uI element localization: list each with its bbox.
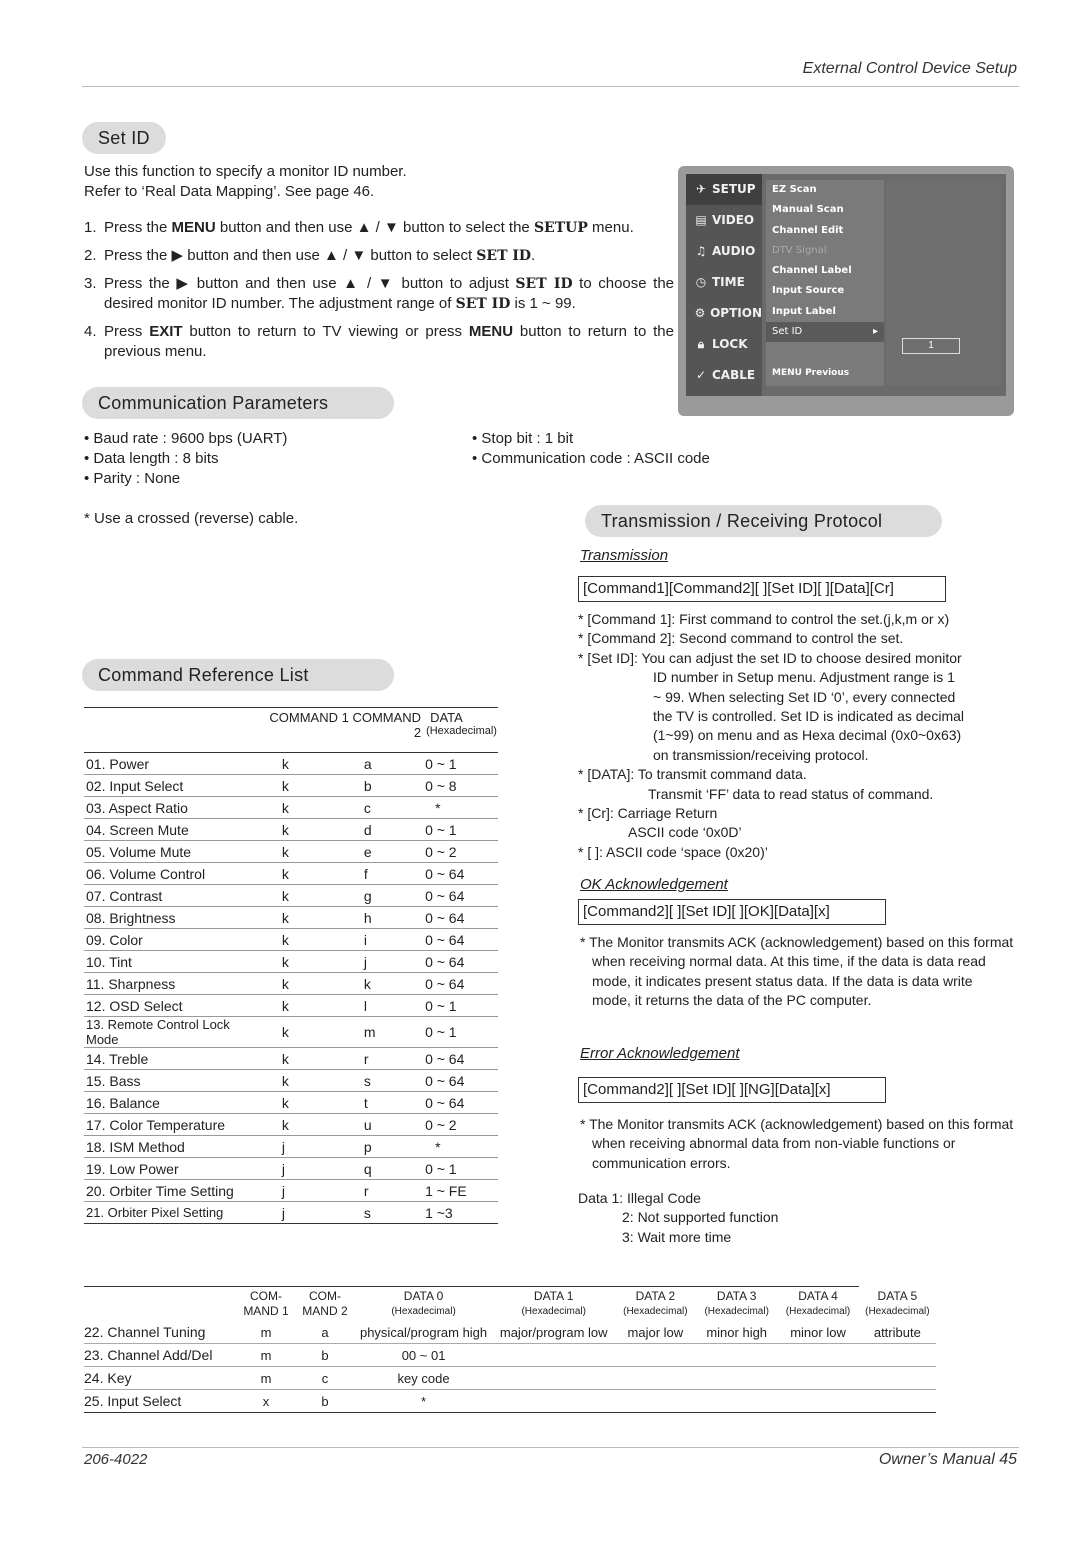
table-row: 04. Screen Mute k d 0 ~ 1 xyxy=(84,819,498,841)
col-header: DATA 4 (Hexadecimal) xyxy=(777,1287,858,1322)
clock-icon: ◷ xyxy=(695,275,707,289)
menu-cat-lock[interactable]: 🔒︎ LOCK xyxy=(686,329,762,360)
protocol-notes: * [Command 1]: First command to control the set.(j,k,m or x) * [Command 2]: Second command to control the set. * [Set ID]: You can adjust the set ID to choose desired monitor ID number in Setup menu. Adjustment range is 1 ~ 99. When selecting Set ID ‘0’, every connected the TV is controlled. Set ID is indicated as decimal (1~99) on menu and as Hexa decimal (0x0~0x63) on transmission/receiving protocol. * [DATA]: To transmit command data. Transmit ‘FF’ data to read status of command. * [Cr]: Carriage Return ASCII code ‘0x0D’ * [ ]: ASCII code ‘space (0x20)’ xyxy=(578,610,1018,862)
footer-divider xyxy=(82,1447,1019,1448)
param-stop-bit: • Stop bit : 1 bit xyxy=(472,430,574,447)
step-text: Press the ▶ button and then use ▲ / ▼ button to select SET ID. xyxy=(104,247,536,264)
ok-ack-note: * The Monitor transmits ACK (acknowledgement) based on this format when receiving normal data. At this time, if the data is data read mode, it indicates present status data. If the data is data write mode, it returns the data of the PC computer. xyxy=(580,934,1014,1009)
intro-line-1: Use this function to specify a monitor ID number. xyxy=(84,163,407,180)
step-text: Press the MENU button and then use ▲ / ▼ button to select the SETUP menu. xyxy=(104,219,634,236)
note-command2: * [Command 2]: Second command to control the set. xyxy=(578,630,904,647)
table-header-row xyxy=(84,1287,936,1322)
header-divider xyxy=(82,86,1019,87)
set-id-steps xyxy=(84,218,674,370)
set-id-value[interactable]: 1 xyxy=(902,338,960,354)
table-row: 11. Sharpness k k 0 ~ 64 xyxy=(84,973,498,995)
col-header: COM- MAND 2 xyxy=(295,1287,354,1322)
menu-cat-option[interactable]: ⚙ OPTION xyxy=(686,298,762,329)
step-number: 1. xyxy=(84,219,97,236)
wrench-icon: ⚙ xyxy=(694,306,706,320)
param-parity: • Parity : None xyxy=(84,470,181,487)
note-set-id: * [Set ID]: You can adjust the set ID to choose desired monitor xyxy=(578,649,962,666)
lock-icon: 🔒︎ xyxy=(697,337,705,351)
table-row: 24. Key m c key code xyxy=(84,1367,936,1390)
menu-item-input-source[interactable]: Input Source xyxy=(772,285,845,297)
menu-cat-cable[interactable]: ✓ CABLE xyxy=(686,360,762,391)
step-4 xyxy=(84,322,674,362)
satellite-icon: ✈ xyxy=(695,182,707,196)
menu-item-set-id[interactable]: Set ID ▸ xyxy=(766,322,884,342)
col-header: DATA 5 (Hexadecimal) xyxy=(865,1288,930,1317)
table-row: 22. Channel Tuning m a physical/program high major/program low major low minor high minor low attribute xyxy=(84,1321,936,1344)
note-space: * [ ]: ASCII code ‘space (0x20)’ xyxy=(578,843,768,860)
table-row: 17. Color Temperature k u 0 ~ 2 xyxy=(84,1114,498,1136)
col-header: DATA 2 (Hexadecimal) xyxy=(615,1287,696,1322)
set-id-heading: Set ID xyxy=(82,122,166,154)
menu-cat-setup[interactable]: ✈ SETUP xyxy=(686,174,762,205)
menu-previous-label[interactable]: MENU Previous xyxy=(772,368,850,378)
table-row: 25. Input Select x b * xyxy=(84,1390,936,1413)
screen-icon: ▤ xyxy=(695,213,707,227)
table-row: 09. Color k i 0 ~ 64 xyxy=(84,929,498,951)
table-row: 23. Channel Add/Del m b 00 ~ 01 xyxy=(84,1344,936,1367)
step-number: 3. xyxy=(84,275,97,292)
protocol-heading: Transmission / Receiving Protocol xyxy=(585,505,942,537)
menu-value-panel xyxy=(886,180,1002,386)
table-row: 07. Contrast k g 0 ~ 64 xyxy=(84,885,498,907)
doc-number: 206-4022 xyxy=(84,1451,148,1468)
error-ack-note: * The Monitor transmits ACK (acknowledgement) based on this format when receiving abnormal data from non-viable functions or communication errors. xyxy=(580,1116,1014,1171)
step-3 xyxy=(84,274,674,314)
table-row: 03. Aspect Ratio k c * xyxy=(84,797,498,819)
table-row: 15. Bass k s 0 ~ 64 xyxy=(84,1070,498,1092)
table-row: 05. Volume Mute k e 0 ~ 2 xyxy=(84,841,498,863)
table-header-row xyxy=(84,708,498,753)
ok-ack-label: OK Acknowledgement xyxy=(580,876,728,893)
table-row: 10. Tint k j 0 ~ 64 xyxy=(84,951,498,973)
table-row: 12. OSD Select k l 0 ~ 1 xyxy=(84,995,498,1017)
menu-cat-video[interactable]: ▤ VIDEO xyxy=(686,205,762,236)
step-1 xyxy=(84,218,674,238)
table-row: 13. Remote Control Lock Mode k m 0 ~ 1 xyxy=(84,1017,498,1048)
tv-setup-menu xyxy=(678,166,1014,416)
command-reference-table xyxy=(84,707,498,1224)
step-text: Press EXIT button to return to TV viewing or press MENU button to return to the previous menu. xyxy=(104,323,674,360)
menu-item-channel-edit[interactable]: Channel Edit xyxy=(772,224,844,236)
table-row: 19. Low Power j q 0 ~ 1 xyxy=(84,1158,498,1180)
menu-item-input-label[interactable]: Input Label xyxy=(772,305,836,317)
chevron-right-icon: ▸ xyxy=(872,326,878,338)
cable-icon: ✓ xyxy=(695,368,707,382)
menu-cat-audio[interactable]: ♫ AUDIO xyxy=(686,236,762,267)
menu-item-ez-scan[interactable]: EZ Scan xyxy=(772,184,817,195)
param-comm-code: • Communication code : ASCII code xyxy=(472,450,710,467)
table-row: 20. Orbiter Time Setting j r 1 ~ FE xyxy=(84,1180,498,1202)
speaker-icon: ♫ xyxy=(695,244,707,258)
table-row: 08. Brightness k h 0 ~ 64 xyxy=(84,907,498,929)
error-ack-format: [Command2][ ][Set ID][ ][NG][Data][x] xyxy=(578,1077,886,1103)
comm-params-heading: Communication Parameters xyxy=(82,387,394,419)
col-header-commands: COMMAND 1 COMMAND 2 xyxy=(260,708,425,753)
menu-categories xyxy=(686,174,762,396)
step-text: Press the ▶ button and then use ▲ / ▼ button to adjust SET ID to choose the desired monitor ID number. The adjustment range of SET ID is 1 ~ 99. xyxy=(104,275,675,312)
step-number: 2. xyxy=(84,247,97,264)
data-codes: Data 1: Illegal Code 2: Not supported function 3: Wait more time xyxy=(578,1190,779,1245)
col-header: DATA 1 (Hexadecimal) xyxy=(493,1287,615,1322)
comm-params-left xyxy=(84,429,287,489)
set-id-intro xyxy=(84,162,407,202)
header-title: External Control Device Setup xyxy=(802,60,1017,77)
table-row: 18. ISM Method j p * xyxy=(84,1136,498,1158)
col-header: DATA 0 (Hexadecimal) xyxy=(354,1287,492,1322)
page-number: Owner’s Manual 45 xyxy=(878,1451,1017,1468)
channel-command-table xyxy=(84,1286,936,1413)
table-row: 16. Balance k t 0 ~ 64 xyxy=(84,1092,498,1114)
table-row: 02. Input Select k b 0 ~ 8 xyxy=(84,775,498,797)
menu-cat-time[interactable]: ◷ TIME xyxy=(686,267,762,298)
param-baud: • Baud rate : 9600 bps (UART) xyxy=(84,430,288,447)
menu-item-channel-label[interactable]: Channel Label xyxy=(772,265,852,277)
command-list-heading: Command Reference List xyxy=(82,659,394,691)
error-ack-label: Error Acknowledgement xyxy=(580,1045,740,1062)
table-row: 21. Orbiter Pixel Setting j s 1 ~3 xyxy=(84,1202,498,1224)
note-cr: * [Cr]: Carriage Return xyxy=(578,805,718,822)
ok-ack-format: [Command2][ ][Set ID][ ][OK][Data][x] xyxy=(578,899,886,925)
menu-items xyxy=(766,180,884,386)
col-header: COM- MAND 1 xyxy=(237,1287,296,1322)
transmission-label: Transmission xyxy=(580,547,669,564)
col-header-data: DATA (Hexadecimal) xyxy=(425,708,498,753)
col-header: DATA 3 (Hexadecimal) xyxy=(696,1287,777,1322)
note-command1: * [Command 1]: First command to control the set.(j,k,m or x) xyxy=(578,611,950,627)
table-row: 01. Power k a 0 ~ 1 xyxy=(84,753,498,775)
intro-line-2: Refer to ‘Real Data Mapping’. See page 46. xyxy=(84,183,375,200)
table-row: 06. Volume Control k f 0 ~ 64 xyxy=(84,863,498,885)
table-row: 14. Treble k r 0 ~ 64 xyxy=(84,1048,498,1070)
menu-item-dtv-signal: DTV Signal xyxy=(772,244,827,256)
note-data: * [DATA]: To transmit command data. xyxy=(578,766,807,783)
step-number: 4. xyxy=(84,323,97,340)
transmission-format: [Command1][Command2][ ][Set ID][ ][Data][Cr] xyxy=(578,576,946,602)
step-2 xyxy=(84,246,674,266)
cable-note: * Use a crossed (reverse) cable. xyxy=(84,510,299,527)
param-data-length: • Data length : 8 bits xyxy=(84,450,219,467)
menu-item-manual-scan[interactable]: Manual Scan xyxy=(772,204,844,216)
comm-params-right xyxy=(472,429,710,469)
